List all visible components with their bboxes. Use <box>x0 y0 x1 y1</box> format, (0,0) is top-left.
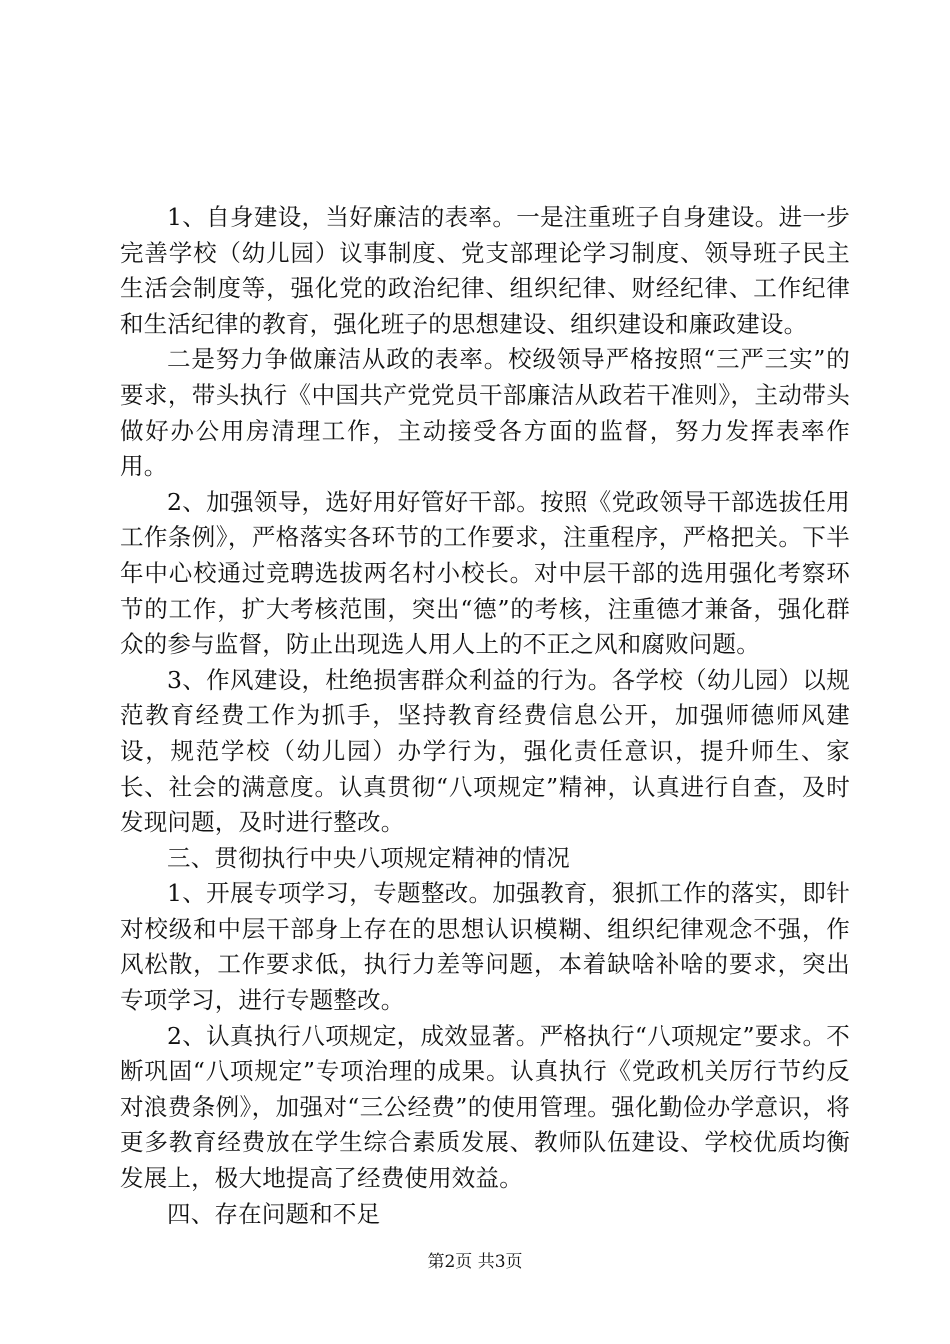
paragraph-integrity-model: 二是努力争做廉洁从政的表率。校级领导严格按照“三严三实”的要求，带头执行《中国共产党党员干部廉洁从政若干准则》，主动带头做好办公用房清理工作，主动接受各方面的监督，努力发挥表率作用。 <box>120 345 850 481</box>
paragraph-eight-rules-implementation: 2、认真执行八项规定，成效显著。严格执行“八项规定”要求。不断巩固“八项规定”专项治理的成果。认真执行《党政机关厉行节约反对浪费条例》，加强对“三公经费”的使用管理。强化勤俭办学意识，将更多教育经费放在学生综合素质发展、教师队伍建设、学校优质均衡发展上，极大地提高了经费使用效益。 <box>120 1021 850 1193</box>
document-body <box>120 200 850 1232</box>
page-number: 第2页 共3页 <box>427 1252 523 1272</box>
paragraph-special-study: 1、开展专项学习，专题整改。加强教育，狠抓工作的落实，即针对校级和中层干部身上存在的思想认识模糊、组织纪律观念不强，作风松散，工作要求低，执行力差等问题，本着缺啥补啥的要求，突出专项学习，进行专题整改。 <box>120 879 850 1015</box>
paragraph-self-building: 1、自身建设，当好廉洁的表率。一是注重班子自身建设。进一步完善学校（幼儿园）议事制度、党支部理论学习制度、领导班子民主生活会制度等，强化党的政治纪律、组织纪律、财经纪律、工作纪律和生活纪律的教育，强化班子的思想建设、组织建设和廉政建设。 <box>120 203 850 338</box>
section-heading-eight-rules: 三、贯彻执行中央八项规定精神的情况 <box>167 843 570 872</box>
paragraph-cadre-selection: 2、加强领导，选好用好管好干部。按照《党政领导干部选拔任用工作条例》，严格落实各环节的工作要求，注重程序，严格把关。下半年中心校通过竞聘选拔两名村小校长。对中层干部的选用强化考察环节的工作，扩大考核范围，突出“德”的考核，注重德才兼备，强化群众的参与监督，防止出现选人用人上的不正之风和腐败问题。 <box>120 487 850 659</box>
page-footer <box>0 1247 950 1272</box>
section-heading-problems: 四、存在问题和不足 <box>167 1199 381 1228</box>
paragraph-work-style: 3、作风建设，杜绝损害群众利益的行为。各学校（幼儿园）以规范教育经费工作为抓手，坚持教育经费信息公开，加强师德师风建设，规范学校（幼儿园）办学行为，强化责任意识，提升师生、家长、社会的满意度。认真贯彻“八项规定”精神，认真进行自查，及时发现问题，及时进行整改。 <box>120 665 850 837</box>
